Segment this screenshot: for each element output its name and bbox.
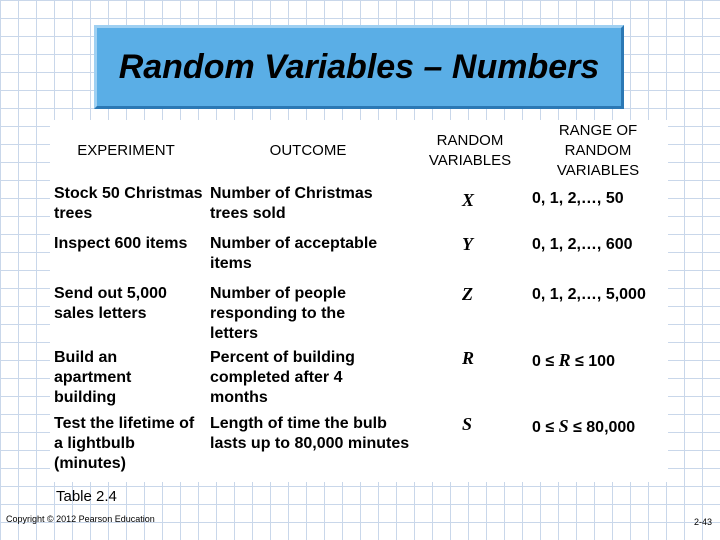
random-variables-table — [50, 120, 668, 482]
table-caption: Table 2.4 — [56, 488, 117, 505]
header-outcome-label: OUTCOME — [269, 142, 347, 159]
row-1-experiment: Stock 50 Christmas trees — [54, 185, 203, 222]
row-5-variable: S — [462, 414, 473, 434]
header-random-variables-label: RANDOM VARIABLES — [428, 132, 512, 169]
row-4-range-pre: 0 ≤ — [532, 353, 559, 370]
row-1-outcome: Number of Christmas trees sold — [210, 185, 373, 222]
row-4-outcome: Percent of building completed after 4 months — [210, 349, 355, 406]
row-5-experiment: Test the lifetime of a lightbulb (minutes) — [54, 415, 195, 472]
copyright-notice: Copyright © 2012 Pearson Education — [6, 514, 155, 524]
row-4-variable: R — [462, 348, 475, 368]
row-1-variable: X — [462, 190, 475, 210]
row-5-range-pre: 0 ≤ — [532, 419, 559, 436]
row-5-range-post: ≤ 80,000 — [568, 419, 636, 436]
row-5-range-var: S — [558, 416, 569, 436]
row-3-variable: Z — [462, 284, 473, 304]
row-4-experiment: Build an apartment building — [54, 349, 132, 406]
slide-title: Random Variables – Numbers — [118, 47, 600, 86]
row-2-range: 0, 1, 2,…, 600 — [532, 236, 633, 253]
page-number: 2-43 — [693, 517, 712, 527]
header-experiment-label: EXPERIMENT — [77, 142, 175, 159]
row-3-outcome: Number of people responding to the letters — [210, 285, 347, 342]
header-outcome — [208, 120, 408, 182]
header-random-variables — [402, 120, 538, 182]
row-4-range-post: ≤ 100 — [570, 353, 615, 370]
title-bar — [94, 25, 624, 109]
row-2-outcome: Number of acceptable items — [210, 235, 378, 272]
header-range — [538, 120, 658, 182]
header-range-label: RANGE OF RANDOM VARIABLES — [556, 122, 640, 179]
row-5-range — [532, 416, 635, 437]
row-4-range — [532, 350, 615, 371]
row-2-experiment: Inspect 600 items — [54, 235, 188, 252]
row-2-variable: Y — [462, 234, 473, 254]
row-3-range: 0, 1, 2,…, 5,000 — [532, 286, 646, 303]
header-experiment — [50, 120, 202, 182]
row-4-range-var: R — [558, 350, 571, 370]
row-3-experiment: Send out 5,000 sales letters — [54, 285, 167, 322]
row-5-outcome: Length of time the bulb lasts up to 80,000 minutes — [210, 415, 410, 452]
row-1-range: 0, 1, 2,…, 50 — [532, 190, 624, 207]
